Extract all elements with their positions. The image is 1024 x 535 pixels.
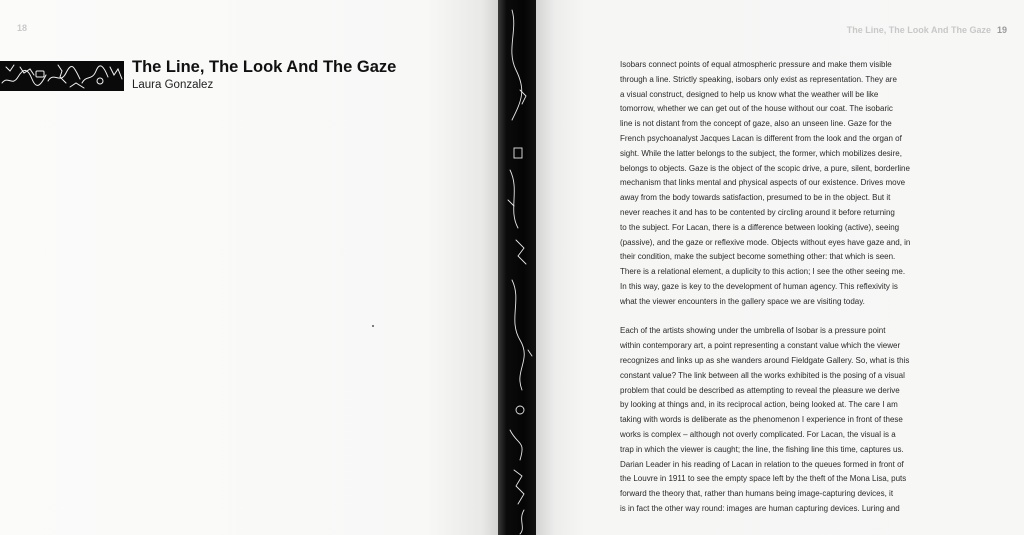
article-body [620,58,960,517]
text-line: tomorrow, whether we can get out of the house without our coat. The isobaric [620,104,893,114]
text-line: problem that could be described as attempting to reveal the pleasure we derive [620,385,900,395]
text-line: Each of the artists showing under the umbrella of Isobar is a pressure point [620,326,886,336]
article-title: The Line, The Look And The Gaze [132,58,397,76]
text-line: mechanism that links mental and physical aspects of our existence. Drives move [620,178,906,188]
text-line: belongs to objects. Gaze is the object of the scopic drive, a pure, silent, borderline [620,163,910,173]
text-line: recognizes and links up as she wanders around Fieldgate Gallery. So, what is this [620,355,910,365]
line-drawing-banner [0,61,124,91]
text-line: to the subject. For Lacan, there is a difference between looking (active), seeing [620,222,900,232]
paragraph-gap [620,310,960,325]
text-line: within contemporary art, a point representing a constant value which the viewer [620,341,901,351]
book-spine [498,0,540,535]
paragraph-2 [620,324,960,516]
text-line: sight. While the latter belongs to the subject, the former, which mobilizes desire, [620,148,902,158]
right-page-number: 19 [996,25,1007,35]
left-page [0,0,502,535]
text-line: constant value? The link between all the works exhibited is the posing of a visual [620,370,905,380]
text-line: trap in which the viewer is caught; the line, the fishing line this time, captures us. [620,444,904,454]
text-line: through a line. Strictly speaking, isobars only exist as representation. They are [620,74,897,84]
spine-line-drawing [498,0,540,535]
text-line: (passive), and the gaze or reflexive mode. Objects without eyes have gaze and, in [620,237,911,247]
text-line: taking with words is deliberate as the phenomenon I experience in front of these [620,415,903,425]
text-line: a visual construct, designed to help us know what the weather will be like [620,89,879,99]
paragraph-1 [620,58,960,310]
text-line: never reaches it and has to be contented by circling around it before returning [620,207,895,217]
text-line: is in fact the other way round: images are human capturing devices. Luring and [620,503,900,513]
text-line: line is not distant from the concept of gaze, also an unseen line. Gaze for the [620,119,892,129]
text-line: French psychoanalyst Jacques Lacan is different from the look and the organ of [620,133,902,143]
right-page-header [847,25,1007,35]
text-line: works is complex – although not overly complicated. For Lacan, the visual is a [620,429,896,439]
text-line: their condition, make the subject become something other: that which is seen. [620,252,896,262]
running-title: The Line, The Look And The Gaze [846,25,991,35]
text-line: away from the body towards satisfaction, presumed to be in the object. But it [620,193,891,203]
text-line: by looking at things and, in its reciprocal action, being looked at. The care I am [620,400,898,410]
text-line: There is a relational element, a duplicity to this action; I see the other seeing me. [620,267,906,277]
author-name: Laura Gonzalez [132,79,214,91]
text-line: the Louvre in 1911 to see the empty space left by the theft of the Mona Lisa, puts [620,474,907,484]
text-line: Darian Leader in his reading of Lacan in relation to the queues formed in front of [620,459,904,469]
text-line: forward the theory that, rather than humans being image-capturing devices, it [620,489,894,499]
text-line: what the viewer encounters in the gallery space we are visiting today. [620,296,865,306]
text-line: Isobars connect points of equal atmospheric pressure and make them visible [620,60,892,69]
left-page-number: 18 [17,23,28,33]
line-drawing-banner-art [0,61,124,91]
paper-speck [372,325,374,327]
text-line: In this way, gaze is key to the development of human agency. This reflexivity is [620,281,898,291]
right-page [536,0,1024,535]
